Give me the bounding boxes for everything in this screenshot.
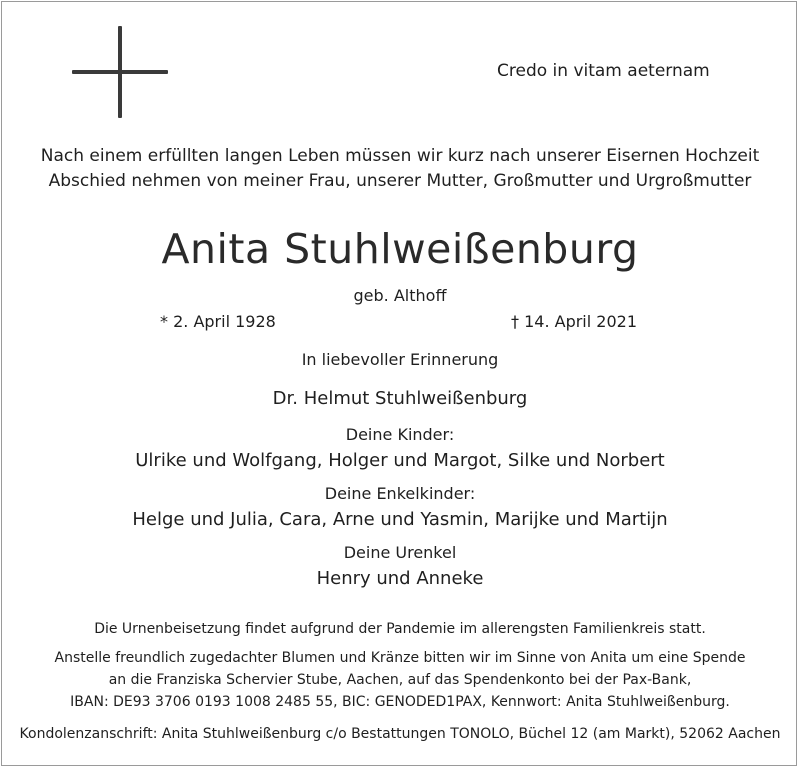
great-grandchildren-label: Deine Urenkel: [343, 543, 457, 562]
spouse-name: Dr. Helmut Stuhlweißenburg: [272, 388, 528, 409]
grandchildren-names: Helge und Julia, Cara, Arne und Yasmin, Marijke und Martijn: [132, 509, 668, 530]
motto: Credo in vitam aeternam: [497, 61, 710, 81]
condolence-address: Kondolenzanschrift: Anita Stuhlweißenburg c/o Bestattungen TONOLO, Büchel 12 (am Markt), 52062 Aachen: [19, 726, 781, 742]
donation-line-3: IBAN: DE93 3706 0193 1008 2485 55, BIC: GENODED1PAX, Kennwort: Anita Stuhlweißenburg.: [70, 694, 730, 710]
deceased-name: Anita Stuhlweißenburg: [161, 225, 639, 273]
children-label: Deine Kinder:: [345, 425, 455, 444]
birth-date: * 2. April 1928: [160, 312, 276, 331]
intro-line-2: Abschied nehmen von meiner Frau, unserer Mutter, Großmutter und Urgroßmutter: [48, 171, 752, 191]
memory-line: In liebevoller Erinnerung: [301, 350, 499, 369]
grandchildren-label: Deine Enkelkinder:: [324, 484, 476, 503]
donation-line-2: an die Franziska Schervier Stube, Aachen, auf das Spendenkonto bei der Pax-Bank,: [108, 672, 692, 688]
intro-line-1: Nach einem erfüllten langen Leben müssen wir kurz nach unserer Eisernen Hochzeit: [40, 146, 760, 166]
cross-icon: [72, 26, 168, 118]
burial-notice: Die Urnenbeisetzung findet aufgrund der Pandemie im allerengsten Familienkreis statt.: [94, 621, 706, 637]
great-grandchildren-names: Henry und Anneke: [316, 568, 484, 589]
donation-line-1: Anstelle freundlich zugedachter Blumen und Kränze bitten wir im Sinne von Anita um eine Spende: [54, 650, 746, 666]
maiden-name: geb. Althoff: [353, 286, 447, 305]
death-date: † 14. April 2021: [511, 312, 637, 331]
children-names: Ulrike und Wolfgang, Holger und Margot, Silke und Norbert: [135, 450, 665, 471]
